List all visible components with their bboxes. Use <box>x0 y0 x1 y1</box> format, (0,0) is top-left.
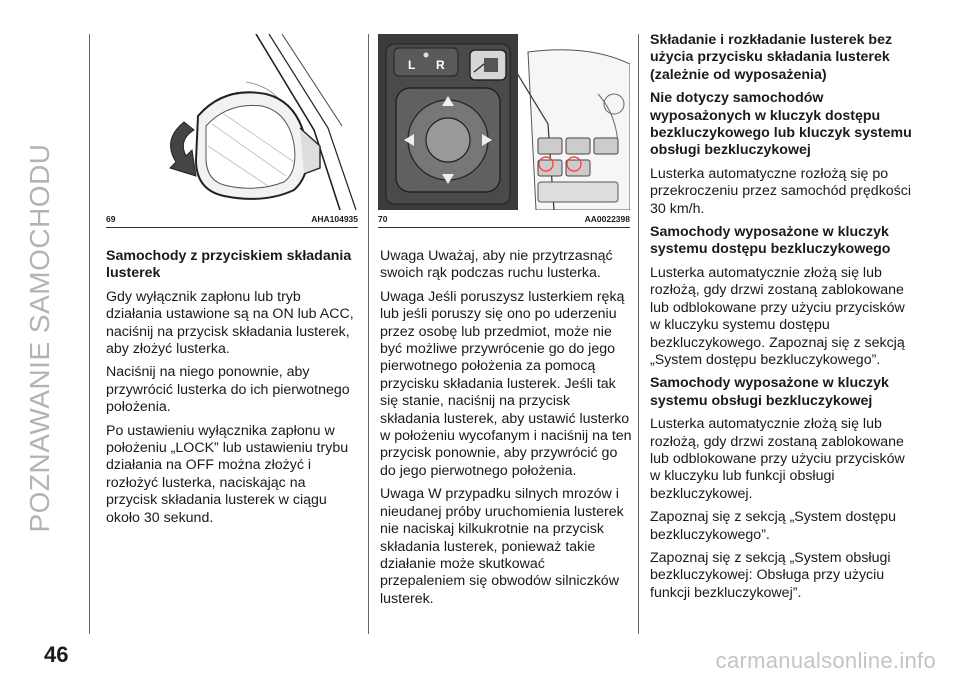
paragraph: Gdy wyłącznik zapłonu lub tryb działania ustawione są na ON lub ACC, naciśnij na przycisk składania lusterek, aby złożyć lusterka. <box>106 288 354 358</box>
subheading: Nie dotyczy samochodów wyposażonych w kluczyk dostępu bezkluczykowego lub kluczyk systemu obsługi bezkluczykowej <box>650 90 912 159</box>
paragraph: Lusterka automatycznie złożą się lub rozłożą, gdy drzwi zostaną zablokowane lub odblokowane przy użyciu przycisków w kluczyku lub funkcji obsługi bezkluczykowej. <box>650 416 905 502</box>
paragraph: Zapoznaj się z sekcją „System dostępu bezkluczykowego”. <box>650 509 897 543</box>
heading-folding-button: Samochody z przyciskiem składania lusterek <box>106 248 352 282</box>
watermark: carmanualsonline.info <box>715 648 936 673</box>
switch-label-right: R <box>436 58 445 72</box>
mirror-switch-illustration <box>378 34 630 210</box>
section-title: POZNAWANIE SAMOCHODU <box>24 143 55 533</box>
figure-69-mirror <box>106 34 358 210</box>
figure-69-caption <box>106 214 358 226</box>
column-2-text <box>380 248 632 614</box>
subheading: Samochody wyposażone w kluczyk systemu dostępu bezkluczykowego <box>650 224 891 258</box>
figure-70-caption <box>378 214 630 226</box>
column-1-text <box>106 248 360 533</box>
figure-70-switch <box>378 34 630 210</box>
heading-folding-without-button: Składanie i rozkładanie lusterek bez użycia przycisku składania lusterek (zależnie od wyposażenia) <box>650 32 893 83</box>
figure-69-code: AHA104935 <box>311 214 358 224</box>
figure-70-number: 70 <box>378 214 388 224</box>
note-paragraph: Uwaga Uważaj, aby nie przytrzasnąć swoich rąk podczas ruchu lusterka. <box>380 248 613 282</box>
column-divider-right <box>638 34 639 634</box>
paragraph: Naciśnij na niego ponownie, aby przywrócić lusterka do ich pierwotnego położenia. <box>106 364 350 416</box>
figure-70-caption-rule <box>378 227 630 228</box>
page-number: 46 <box>44 642 69 667</box>
subheading: Samochody wyposażone w kluczyk systemu obsługi bezkluczykowej <box>650 375 889 409</box>
figure-69-caption-rule <box>106 227 358 228</box>
column-3-text <box>650 32 912 608</box>
paragraph: Lusterka automatyczne rozłożą się po przekroczeniu przez samochód prędkości 30 km/h. <box>650 165 912 217</box>
note-paragraph: Uwaga Jeśli poruszysz lusterkiem ręką lub jeśli poruszy się ono po uderzeniu przez osobę lub przedmiot, może nie być możliwe przywrócenie go do jego pierwotnego położenia za pomocą przycisku składania lusterek. Jeśli tak się stanie, naciśnij na przycisk składania lusterek, aby ustawić lusterko w położeniu wycofanym i naciśnij na ten przycisk ponownie, aby przywrócić go do jego pierwotnego położenia. <box>380 288 632 479</box>
switch-label-left: L <box>408 58 416 72</box>
column-divider-middle <box>368 34 369 634</box>
note-paragraph: Uwaga W przypadku silnych mrozów i nieudanej próby uruchomienia lusterek nie naciskaj kilkukrotnie na przycisk składania lusterek, ponieważ takie działanie może skutkować przepaleniem się obwodów silniczków lusterek. <box>380 486 624 607</box>
paragraph: Po ustawieniu wyłącznika zapłonu w położeniu „LOCK” lub ustawieniu trybu działania na OFF można złożyć i rozłożyć lusterka, naciskając na przycisk składania lusterek w ciągu około 30 sekund. <box>106 422 349 526</box>
paragraph: Lusterka automatycznie złożą się lub rozłożą, gdy drzwi zostaną zablokowane lub odblokowane przy użyciu przycisków w kluczyku systemu dostępu bezkluczykowego. Zapoznaj się z sekcją „System dostępu bezkluczykowego”. <box>650 264 905 368</box>
column-divider-left <box>89 34 90 634</box>
paragraph: Zapoznaj się z sekcją „System obsługi bezkluczykowej: Obsługa przy użyciu funkcji bezkluczykowej”. <box>650 549 891 601</box>
mirror-illustration <box>106 34 358 210</box>
figure-69-number: 69 <box>106 214 116 224</box>
figure-70-code: AA0022398 <box>584 214 630 224</box>
